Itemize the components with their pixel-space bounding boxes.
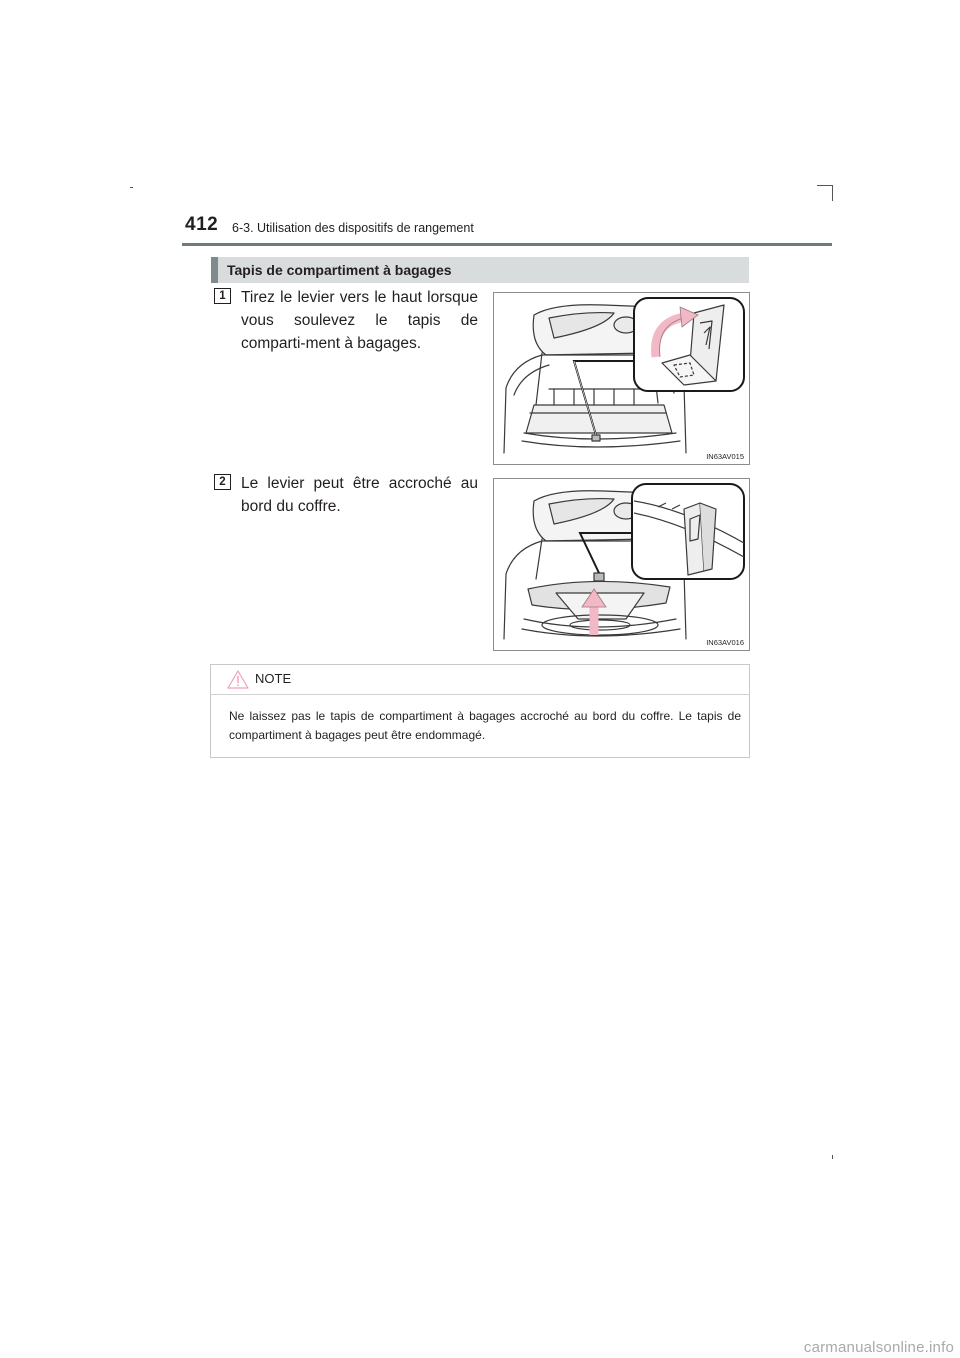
crop-mark bbox=[832, 1155, 833, 1159]
figure-code: IN63AV015 bbox=[706, 452, 744, 461]
note-box bbox=[210, 664, 750, 758]
section-heading bbox=[211, 257, 749, 283]
warning-triangle-icon bbox=[227, 670, 249, 694]
note-title: NOTE bbox=[255, 671, 292, 686]
crop-mark bbox=[817, 185, 833, 186]
step-number: 2 bbox=[214, 474, 231, 490]
page-number: 412 bbox=[185, 214, 219, 235]
note-header bbox=[211, 665, 749, 695]
step-text: Tirez le levier vers le haut lorsque vous soulevez le tapis de comparti-ment à bagages. bbox=[241, 289, 478, 352]
figure-lever-hooked bbox=[493, 478, 750, 651]
section-heading-text: Tapis de compartiment à bagages bbox=[227, 262, 452, 278]
chapter-title: 6-3. Utilisation des dispositifs de rangement bbox=[232, 221, 474, 235]
figure-trunk-lever-lift bbox=[493, 292, 750, 465]
note-text: Ne laissez pas le tapis de compartiment à bagages accroché au bord du coffre. Le tapis de compartiment à bagages peut être endommagé. bbox=[229, 709, 741, 742]
header-rule bbox=[182, 243, 832, 246]
watermark[interactable]: carmanualsonline.info bbox=[803, 1339, 954, 1356]
section-heading-bar bbox=[211, 257, 218, 283]
step-number: 1 bbox=[214, 288, 231, 304]
crop-mark bbox=[130, 187, 133, 188]
figure-code: IN63AV016 bbox=[706, 638, 744, 647]
step-text: Le levier peut être accroché au bord du coffre. bbox=[241, 475, 478, 515]
trunk-illustration bbox=[494, 293, 749, 464]
crop-mark bbox=[832, 185, 833, 201]
trunk-illustration bbox=[494, 479, 749, 650]
